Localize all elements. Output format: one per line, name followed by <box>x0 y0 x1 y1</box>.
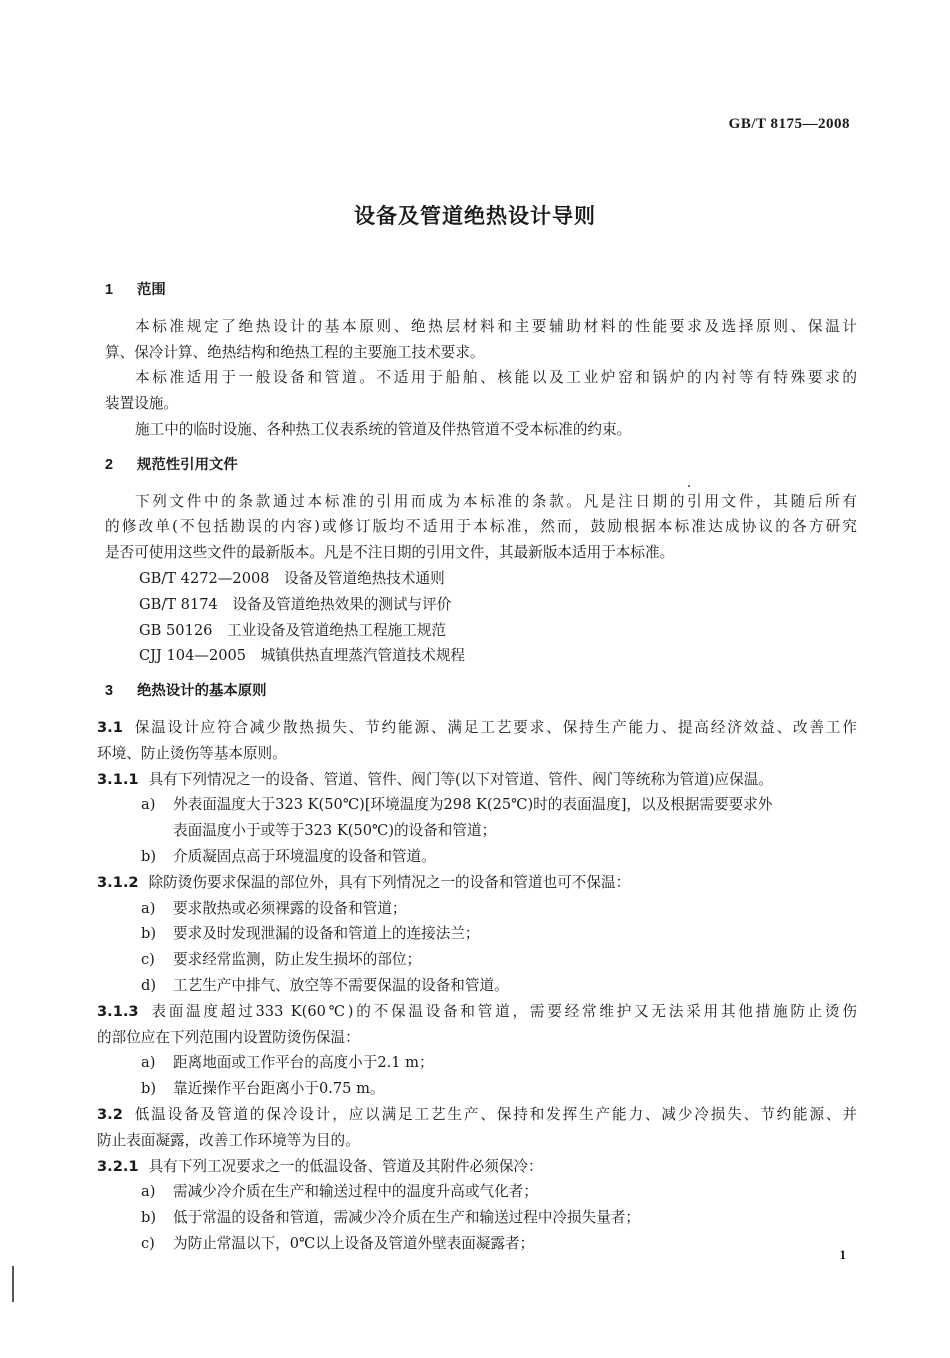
list-item <box>105 1050 857 1076</box>
list-item <box>105 844 857 870</box>
paragraph-line: 的部位应在下列范围内设置防烫伤保温： <box>97 1028 360 1046</box>
item-label: a) <box>141 1054 156 1072</box>
section-3-heading <box>105 679 857 705</box>
item-text: 工艺生产中排气、放空等不需要保温的设备和管道。 <box>173 976 509 994</box>
list-item <box>105 1179 857 1205</box>
clause-number: 3.2.1 <box>97 1157 139 1175</box>
standard-code: GB/T 8175—2008 <box>728 116 850 132</box>
reference-item: GB 50126 工业设备及管道绝热工程施工规范 <box>139 621 446 639</box>
paragraph-line: 下列文件中的条款通过本标准的引用而成为本标准的条款。凡是注日期的引用文件，其随后所有 <box>135 492 857 510</box>
item-label: a) <box>141 796 156 814</box>
paragraph-line: 的修改单(不包括勘误的内容)或修订版均不适用于本标准，然而，鼓励根据本标准达成协议的各方研究 <box>105 518 857 536</box>
item-label: d) <box>141 976 157 994</box>
paragraph-line: 防止表面凝露，改善工作环境等为目的。 <box>97 1131 360 1149</box>
list-item <box>105 792 857 818</box>
paragraph-line: 装置设施。 <box>105 395 178 413</box>
item-text: 要求散热或必须裸露的设备和管道； <box>173 899 407 917</box>
clause-number: 3.1.3 <box>97 1002 139 1020</box>
section-title: 范围 <box>137 282 166 298</box>
paragraph-line: 本标准规定了绝热设计的基本原则、绝热层材料和主要辅助材料的性能要求及选择原则、保温计 <box>135 317 857 335</box>
paragraph-line: 本标准适用于一般设备和管道。不适用于船舶、核能以及工业炉窑和锅炉的内衬等有特殊要求的 <box>135 369 857 387</box>
clause-3-2 <box>97 1102 857 1128</box>
item-text: 低于常温的设备和管道，需减少冷介质在生产和输送过程中冷损失量者； <box>173 1209 641 1227</box>
section-title: 规范性引用文件 <box>137 456 238 473</box>
clause-3-1 <box>97 715 857 741</box>
clause-number: 3.1 <box>97 718 123 736</box>
section-number: 3 <box>105 683 114 700</box>
clause-text: 具有下列工况要求之一的低温设备、管道及其附件必须保冷： <box>148 1157 543 1175</box>
item-text: 外表面温度大于323 K(50℃)[环境温度为298 K(25℃)时的表面温度]，以及根据需要要求外 <box>173 796 773 814</box>
item-text: 距离地面或工作平台的高度小于2.1 m； <box>173 1054 434 1072</box>
clause-3-1-3 <box>97 999 857 1025</box>
item-label: a) <box>141 899 156 917</box>
clause-text: 除防烫伤要求保温的部位外，具有下列情况之一的设备和管道也可不保温： <box>148 873 631 891</box>
document-title: 设备及管道绝热设计导则 <box>354 204 596 228</box>
clause-number: 3.1.2 <box>97 873 139 891</box>
paragraph-line: 环境、防止烫伤等基本原则。 <box>97 744 287 762</box>
clause-number: 3.2 <box>97 1105 123 1123</box>
section-number: 2 <box>105 456 114 473</box>
section-number: 1 <box>105 282 114 298</box>
item-label: a) <box>141 1183 156 1201</box>
page-number: 1 <box>839 1247 846 1262</box>
paragraph-line: 是否可使用这些文件的最新版本。凡是不注日期的引用文件，其最新版本适用于本标准。 <box>105 544 675 562</box>
item-text: 要求经常监测，防止发生损坏的部位； <box>173 951 422 969</box>
item-text: 介质凝固点高于环境温度的设备和管道。 <box>173 847 436 865</box>
list-item <box>105 1076 857 1102</box>
section-1-heading <box>105 278 857 304</box>
clause-text: 保温设计应符合减少散热损失、节约能源、满足工艺要求、保持生产能力、提高经济效益、改善工作 <box>132 718 857 736</box>
clause-3-1-1 <box>97 767 857 793</box>
paragraph-line: 算、保冷计算、绝热结构和绝热工程的主要施工技术要求。 <box>105 343 485 361</box>
list-item <box>105 1231 857 1257</box>
section-2-heading <box>105 453 857 479</box>
item-label: c) <box>141 951 155 969</box>
list-item <box>105 921 857 947</box>
item-label: c) <box>141 1234 155 1252</box>
section-title: 绝热设计的基本原则 <box>137 683 267 700</box>
item-label: b) <box>141 1080 157 1098</box>
scan-dot <box>688 485 690 487</box>
item-text: 靠近操作平台距离小于0.75 m。 <box>173 1080 385 1098</box>
item-label: b) <box>141 925 157 943</box>
scan-margin-mark <box>12 1266 14 1302</box>
list-item <box>105 896 857 922</box>
list-item <box>105 1205 857 1231</box>
clause-text: 具有下列情况之一的设备、管道、管件、阀门等(以下对管道、管件、阀门等统称为管道)应保温。 <box>148 770 773 788</box>
document-body <box>97 278 857 1257</box>
clause-number: 3.1.1 <box>97 770 139 788</box>
item-text: 要求及时发现泄漏的设备和管道上的连接法兰； <box>173 925 480 943</box>
reference-item: CJJ 104—2005 城镇供热直埋蒸汽管道技术规程 <box>139 647 466 665</box>
item-label: b) <box>141 847 157 865</box>
clause-text: 表面温度超过333 K(60℃)的不保温设备和管道，需要经常维护又无法采用其他措施防止烫伤 <box>148 1002 857 1020</box>
item-text: 需减少冷介质在生产和输送过程中的温度升高或气化者； <box>173 1183 538 1201</box>
clause-3-1-2 <box>97 870 857 896</box>
item-label: b) <box>141 1209 157 1227</box>
clause-3-2-1 <box>97 1154 857 1180</box>
list-item <box>105 973 857 999</box>
reference-item: GB/T 8174 设备及管道绝热效果的测试与评价 <box>139 595 452 613</box>
item-text: 为防止常温以下，0℃以上设备及管道外壁表面凝露者； <box>173 1234 535 1252</box>
clause-text: 低温设备及管道的保冷设计，应以满足工艺生产、保持和发挥生产能力、减少冷损失、节约能源、并 <box>132 1105 857 1123</box>
reference-item: GB/T 4272—2008 设备及管道绝热技术通则 <box>139 569 445 587</box>
list-item-continuation: 表面温度小于或等于323 K(50℃)的设备和管道； <box>173 822 497 840</box>
paragraph-line: 施工中的临时设施、各种热工仪表系统的管道及伴热管道不受本标准的约束。 <box>135 420 632 438</box>
list-item <box>105 947 857 973</box>
